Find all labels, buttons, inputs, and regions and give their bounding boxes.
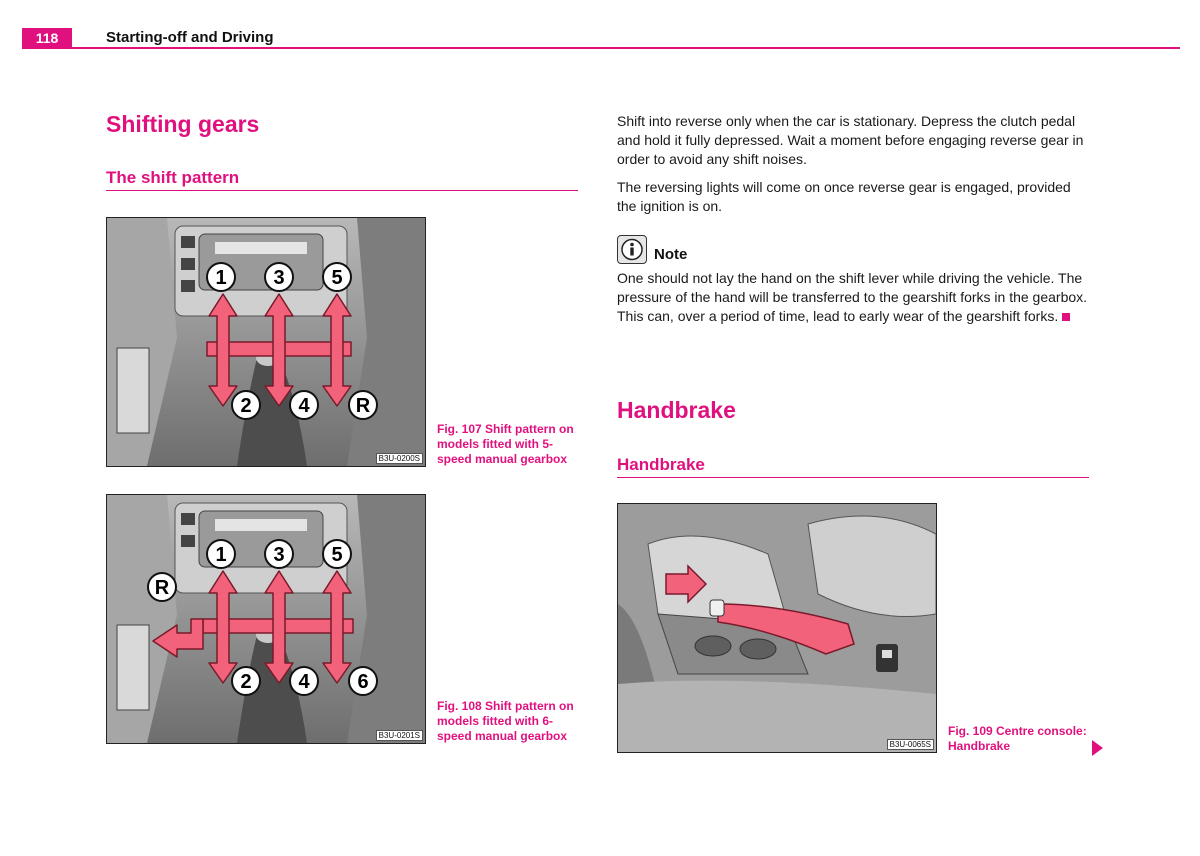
subheading-rule bbox=[106, 190, 578, 191]
reversing-lights-paragraph: The reversing lights will come on once reverse gear is engaged, provided the ignition is on. bbox=[617, 179, 1071, 214]
gear-5-label: 5 bbox=[331, 267, 343, 289]
gear-6-label: 6 bbox=[357, 671, 369, 693]
subheading-shift-pattern: The shift pattern bbox=[106, 168, 240, 187]
figure-108-caption: Fig. 108 Shift pattern on models fitted with 6-speed manual gearbox bbox=[437, 699, 574, 743]
section-end-marker bbox=[1062, 313, 1070, 321]
figure-109-handbrake bbox=[617, 503, 937, 753]
figure-107-caption: Fig. 107 Shift pattern on models fitted with 5-speed manual gearbox bbox=[437, 422, 574, 466]
gear-2-label: 2 bbox=[240, 395, 252, 417]
figure-109-caption: Fig. 109 Centre console: Handbrake bbox=[948, 724, 1087, 753]
note-text: One should not lay the hand on the shift lever while driving the vehicle. The pressure of the hand will be transferred to the gearshift forks in the gearbox. This can, over a period of time, lead to early wear of the gearshift forks. bbox=[617, 270, 1088, 324]
heading-handbrake: Handbrake bbox=[617, 397, 736, 423]
gear-3-label: 3 bbox=[273, 544, 285, 566]
note-heading: Note bbox=[654, 246, 688, 263]
reverse-gear-paragraph: Shift into reverse only when the car is stationary. Depress the clutch pedal and hold it fully depressed. Wait a moment before engaging reverse gear in order to avoid any shift noises. bbox=[617, 113, 1084, 167]
figure-107-shift-pattern-5-speed bbox=[106, 217, 426, 467]
gear-reverse-label: R bbox=[355, 395, 371, 417]
gear-shift-illustration-5-speed bbox=[107, 218, 425, 466]
figure-code: B3U-0201S bbox=[376, 730, 423, 741]
header-rule bbox=[22, 47, 1180, 49]
gear-1-label: 1 bbox=[215, 267, 227, 289]
page-number: 118 bbox=[22, 28, 72, 49]
gear-reverse-label: R bbox=[154, 577, 170, 599]
handbrake-illustration bbox=[618, 504, 936, 752]
running-header: Starting-off and Driving bbox=[106, 29, 274, 46]
subheading-handbrake: Handbrake bbox=[617, 455, 705, 474]
figure-code: B3U-0200S bbox=[376, 453, 423, 464]
figure-code: B3U-0065S bbox=[887, 739, 934, 750]
note-body bbox=[617, 269, 1092, 326]
continue-arrow-icon bbox=[1092, 740, 1103, 756]
subheading-rule bbox=[617, 477, 1089, 478]
gear-shift-illustration-6-speed bbox=[107, 495, 425, 743]
gear-5-label: 5 bbox=[331, 544, 343, 566]
gear-1-label: 1 bbox=[215, 544, 227, 566]
gear-2-label: 2 bbox=[240, 671, 252, 693]
figure-108-shift-pattern-6-speed bbox=[106, 494, 426, 744]
gear-4-label: 4 bbox=[298, 671, 310, 693]
heading-shifting-gears: Shifting gears bbox=[106, 111, 260, 137]
info-icon bbox=[617, 235, 647, 264]
gear-4-label: 4 bbox=[298, 395, 310, 417]
gear-3-label: 3 bbox=[273, 267, 285, 289]
